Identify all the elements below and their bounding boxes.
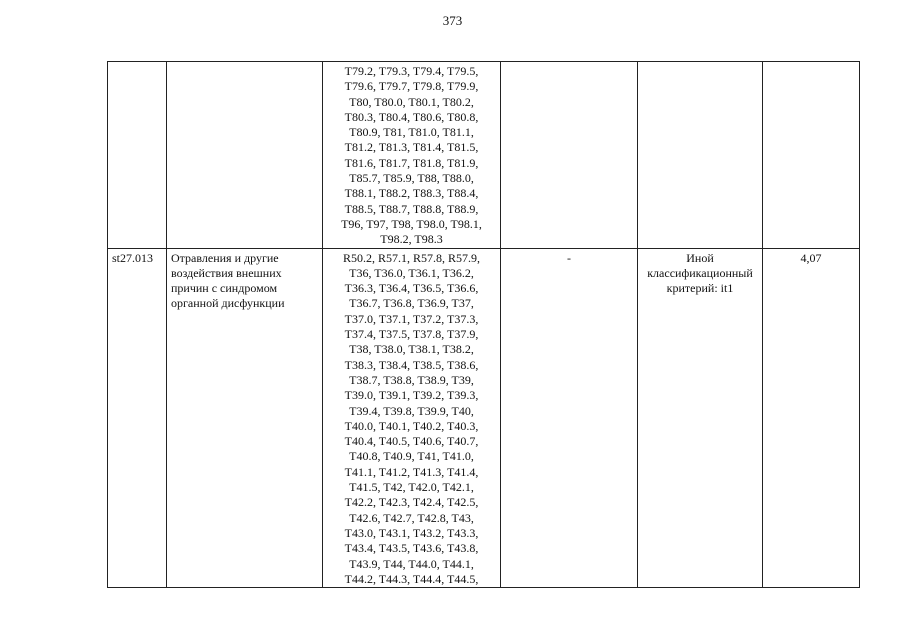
page-number: 373 — [442, 13, 463, 28]
coefficient-cell: 4,07 — [763, 248, 860, 588]
services-cell — [501, 62, 638, 249]
services-cell: - — [501, 248, 638, 588]
name-cell: Отравления и другие воздействия внешних причин с синдромом органной дисфункции — [167, 248, 323, 588]
coefficient-cell — [763, 62, 860, 249]
ksg-table — [107, 61, 860, 588]
table-row — [108, 248, 860, 588]
code-cell: st27.013 — [108, 248, 167, 588]
code-cell — [108, 62, 167, 249]
name-cell — [167, 62, 323, 249]
diagnoses-cell: R50.2, R57.1, R57.8, R57.9, T36, T36.0, T36.1, T36.2, T36.3, T36.4, T36.5, T36.6, T36.7, T36.8, T36.9, T37, T37.0, T37.1, T37.2, T37.3, T37.4, T37.5, T37.8, T37.9, T38, T38.0, T38.1, T38.2, T38.3, T38.4, T38.5, T38.6, T38.7, T38.8, T38.9, T39, T39.0, T39.1, T39.2, T39.3, T39.4, T39.8, T39.9, T40, T40.0, T40.1, T40.2, T40.3, T40.4, T40.5, T40.6, T40.7, T40.8, T40.9, T41, T41.0, T41.1, T41.2, T41.3, T41.4, T41.5, T42, T42.0, T42.1, T42.2, T42.3, T42.4, T42.5, T42.6, T42.7, T42.8, T43, T43.0, T43.1, T43.2, T43.3, T43.4, T43.5, T43.6, T43.8, T43.9, T44, T44.0, T44.1, T44.2, T44.3, T44.4, T44.5, — [323, 248, 501, 588]
criterion-cell — [638, 62, 763, 249]
diagnoses-cell: T79.2, T79.3, T79.4, T79.5, T79.6, T79.7, T79.8, T79.9, T80, T80.0, T80.1, T80.2, T80.3, T80.4, T80.6, T80.8, T80.9, T81, T81.0, T81.1, T81.2, T81.3, T81.4, T81.5, T81.6, T81.7, T81.8, T81.9, T85.7, T85.9, T88, T88.0, T88.1, T88.2, T88.3, T88.4, T88.5, T88.7, T88.8, T88.9, T96, T97, T98, T98.0, T98.1, T98.2, T98.3 — [323, 62, 501, 249]
criterion-cell: Иной классификационный критерий: it1 — [638, 248, 763, 588]
table-row — [108, 62, 860, 249]
